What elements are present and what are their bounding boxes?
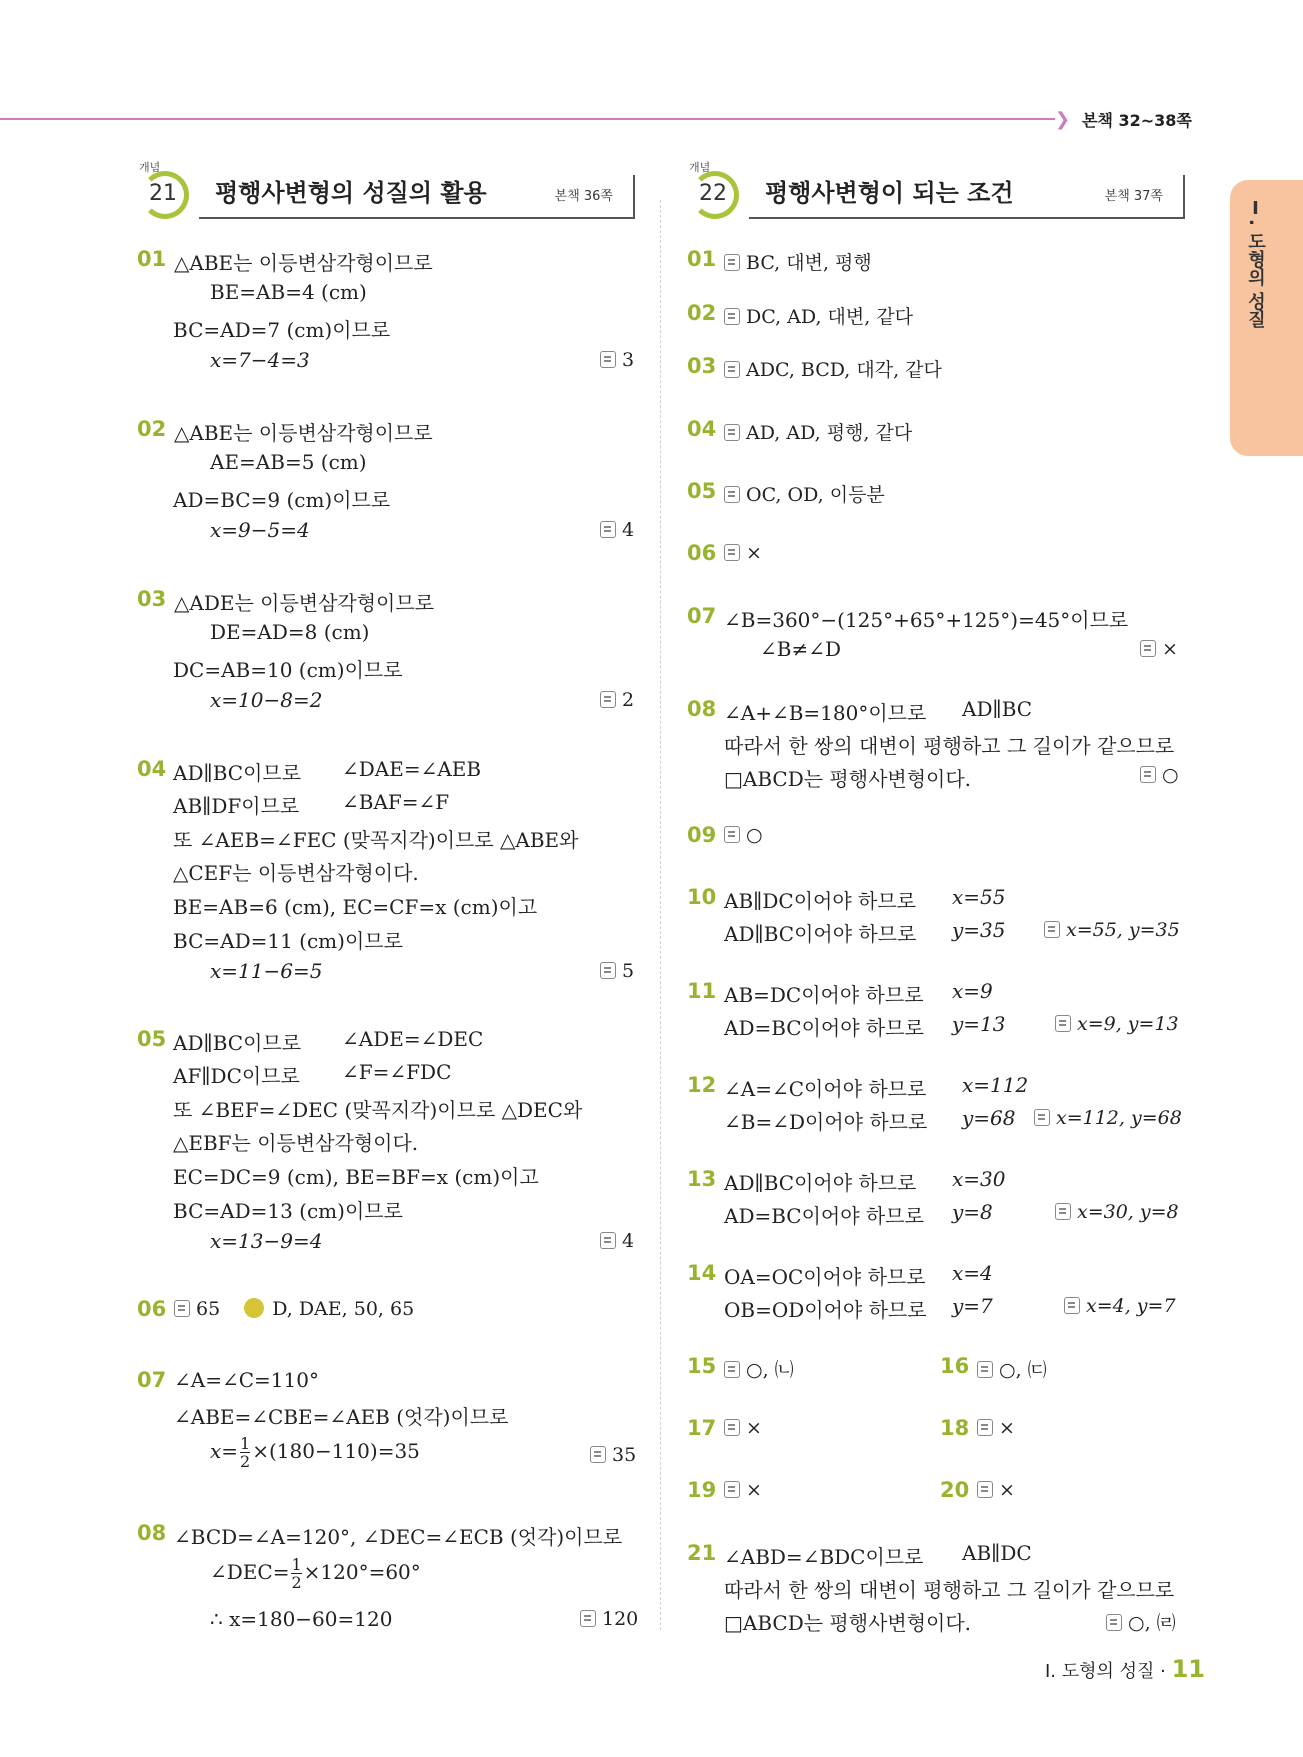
answer-icon — [1140, 766, 1156, 783]
question-number: 06 — [137, 1297, 167, 1321]
answer-value: ○ — [746, 824, 763, 846]
solution-line: □ABCD는 평행사변형이다. — [724, 1611, 972, 1635]
answer-value: ADC, BCD, 대각, 같다 — [746, 359, 942, 381]
answer-icon — [600, 962, 616, 979]
section-ref: 본책 36쪽 — [554, 189, 613, 204]
badge-tag: 개념 — [139, 161, 161, 174]
solution-line: BC=AD=7 (cm)이므로 — [173, 318, 391, 342]
answer — [1055, 1013, 1179, 1035]
answer — [1140, 764, 1179, 786]
section-header-22 — [685, 155, 1185, 219]
answer — [724, 1417, 762, 1439]
question-number: 03 — [137, 587, 167, 611]
solution-line: AD∥BC이어야 하므로 — [724, 1171, 917, 1195]
answer-icon — [977, 1419, 993, 1436]
question-number: 03 — [687, 354, 717, 378]
solution-line: ∠B≠∠D — [760, 637, 842, 661]
solution-line: y=8 — [952, 1200, 993, 1224]
answer-value: × — [746, 542, 762, 564]
answer — [1064, 1295, 1176, 1317]
answer-icon — [1140, 640, 1156, 657]
question-number: 18 — [940, 1416, 970, 1440]
solution-line: DC=AB=10 (cm)이므로 — [173, 658, 403, 682]
question-number: 09 — [687, 823, 717, 847]
answer-value: 4 — [622, 519, 635, 541]
answer-value: × — [746, 1479, 762, 1501]
answer-value: AD, AD, 평행, 같다 — [746, 422, 913, 444]
section-title: 평행사변형의 성질의 활용 — [215, 179, 487, 207]
answer-value: BC, 대변, 평행 — [746, 252, 872, 274]
answer — [977, 1355, 1047, 1382]
answer-icon — [724, 424, 740, 441]
section-title: 평행사변형이 되는 조건 — [765, 179, 1014, 207]
solution-line: ∴ x=180−60=120 — [210, 1607, 393, 1631]
solution-line: x=55 — [952, 885, 1006, 909]
solution-line: y=68 — [962, 1106, 1016, 1130]
solution-line: △ADE는 이등변삼각형이므로 — [174, 591, 435, 615]
badge-number: 21 — [149, 181, 177, 206]
question-number: 04 — [137, 757, 167, 781]
solution-line: y=13 — [952, 1012, 1006, 1036]
chevron-right-icon: ❯ — [1055, 109, 1071, 130]
question-number: 07 — [137, 1368, 167, 1392]
solution-line: x=11−6=5 — [210, 959, 323, 983]
solution-line: AD∥BC — [962, 697, 1033, 721]
solution-line: 또 ∠AEB=∠FEC (맞꼭지각)이므로 △ABE와 — [173, 828, 579, 852]
answer-icon — [724, 486, 740, 503]
solution-line: DE=AD=8 (cm) — [210, 620, 370, 644]
solution-line: ∠A+∠B=180°이므로 — [724, 701, 927, 725]
badge-tag: 개념 — [689, 161, 711, 174]
answer-value: x=9, y=13 — [1077, 1013, 1179, 1035]
expr-part: x= — [210, 1439, 239, 1463]
answer — [977, 1479, 1015, 1501]
answer — [580, 1608, 638, 1630]
answer — [600, 349, 634, 371]
solution-line: x=9 — [952, 979, 993, 1003]
page-footer — [1045, 1655, 1205, 1683]
answer — [600, 689, 634, 711]
answer — [724, 1355, 794, 1382]
answer-icon — [724, 544, 740, 561]
answer-value: DC, AD, 대변, 같다 — [746, 306, 914, 328]
answer-value: 65 — [196, 1298, 221, 1320]
answer — [1106, 1608, 1176, 1635]
solution-line: ∠ABE=∠CBE=∠AEB (엇각)이므로 — [174, 1405, 509, 1429]
solution-line: OA=OC이어야 하므로 — [724, 1265, 926, 1289]
header-underline — [199, 217, 635, 219]
numerator: 1 — [291, 1555, 302, 1574]
answer-value: × — [746, 1417, 762, 1439]
solution-line: △ABE는 이등변삼각형이므로 — [174, 421, 433, 445]
answer-icon — [174, 1300, 190, 1317]
answer-value: OC, OD, 이등분 — [746, 484, 885, 506]
solution-line: BE=AB=4 (cm) — [210, 280, 367, 304]
question-number: 02 — [687, 301, 717, 325]
solution-line: BC=AD=13 (cm)이므로 — [173, 1199, 403, 1223]
solution-line: ∠ABD=∠BDC이므로 — [724, 1545, 924, 1569]
question-number: 01 — [687, 247, 717, 271]
top-rule — [0, 118, 1055, 120]
solution-line: AE=AB=5 (cm) — [210, 450, 367, 474]
solution-line: ∠F=∠FDC — [342, 1060, 452, 1084]
solution-line: AF∥DC이므로 — [173, 1064, 300, 1088]
answer-icon — [580, 1610, 596, 1627]
answer — [600, 519, 634, 541]
answer — [724, 824, 763, 846]
solution-line: △EBF는 이등변삼각형이다. — [173, 1131, 419, 1155]
answer-icon — [600, 691, 616, 708]
solution-line: ∠A=∠C=110° — [174, 1368, 319, 1392]
chapter-side-tab-label: Ⅰ. 도형의 성질 — [1245, 198, 1266, 329]
concept-badge — [135, 159, 199, 219]
solution-line: 또 ∠BEF=∠DEC (맞꼭지각)이므로 △DEC와 — [173, 1098, 583, 1122]
question-number: 08 — [687, 697, 717, 721]
solution-line: AD∥BC이어야 하므로 — [724, 922, 917, 946]
pencil-hint-icon — [244, 1298, 264, 1318]
question-number: 08 — [137, 1521, 167, 1545]
solution-line: y=35 — [952, 918, 1006, 942]
answer-value: 3 — [622, 349, 635, 371]
answer-value: × — [999, 1479, 1015, 1501]
page-number: 11 — [1171, 1655, 1205, 1683]
header-underline — [749, 217, 1185, 219]
question-number: 05 — [687, 479, 717, 503]
answer — [977, 1417, 1015, 1439]
question-number: 17 — [687, 1416, 717, 1440]
expr-part: ×120°=60° — [303, 1560, 421, 1584]
solution-line: AD=BC이어야 하므로 — [724, 1204, 924, 1228]
answer-value: 120 — [602, 1608, 639, 1630]
section-ref: 본책 37쪽 — [1104, 189, 1163, 204]
question-number: 01 — [137, 247, 167, 271]
badge-number: 22 — [699, 181, 727, 206]
section-header-21 — [135, 155, 635, 219]
solution-line: AB=DC이어야 하므로 — [724, 983, 924, 1007]
answer — [590, 1444, 636, 1466]
answer-value: 5 — [622, 960, 635, 982]
concept-badge — [685, 159, 749, 219]
answer — [1034, 1107, 1182, 1129]
answer-value: × — [1162, 638, 1178, 660]
answer-icon — [1055, 1203, 1071, 1220]
solution-line: EC=DC=9 (cm), BE=BF=x (cm)이고 — [173, 1165, 539, 1189]
answer — [724, 355, 942, 382]
solution-line: x=30 — [952, 1167, 1006, 1191]
solution-line: ∠DAE=∠AEB — [342, 757, 482, 781]
answer-icon — [724, 1361, 740, 1378]
question-number: 14 — [687, 1261, 717, 1285]
solution-line: BE=AB=6 (cm), EC=CF=x (cm)이고 — [173, 895, 538, 919]
header-edge — [633, 175, 635, 219]
solution-line: OB=OD이어야 하므로 — [724, 1298, 927, 1322]
solution-line: x=7−4=3 — [210, 348, 310, 372]
solution-line: x=4 — [952, 1261, 993, 1285]
solution-line: y=7 — [952, 1294, 993, 1318]
solution-line: ∠B=∠D이어야 하므로 — [724, 1110, 928, 1134]
denominator: 2 — [291, 1573, 302, 1592]
question-number: 16 — [940, 1354, 970, 1378]
solution-line: AD∥BC이므로 — [173, 1031, 302, 1055]
answer-icon — [590, 1446, 606, 1463]
numerator: 1 — [240, 1434, 251, 1453]
question-number: 07 — [687, 604, 717, 628]
answer-icon — [977, 1361, 993, 1378]
answer-icon — [600, 351, 616, 368]
answer-icon — [977, 1481, 993, 1498]
answer-icon — [724, 361, 740, 378]
solution-line: BC=AD=11 (cm)이므로 — [173, 929, 403, 953]
solution-line: x=13−9=4 — [210, 1229, 323, 1253]
answer — [724, 1479, 762, 1501]
answer-value: 4 — [622, 1230, 635, 1252]
answer — [600, 1230, 634, 1252]
answer — [1055, 1201, 1179, 1223]
solution-line — [210, 1435, 420, 1470]
solution-line: ∠B=360°−(125°+65°+125°)=45°이므로 — [724, 608, 1129, 632]
solution-line: □ABCD는 평행사변형이다. — [724, 767, 972, 791]
header-edge — [1183, 175, 1185, 219]
solution-line: AB∥DF이므로 — [173, 794, 300, 818]
answer-value: ○, ㈁ — [746, 1359, 794, 1381]
question-number: 20 — [940, 1478, 970, 1502]
answer — [724, 480, 885, 507]
answer — [724, 542, 762, 564]
column-divider — [660, 200, 661, 1630]
fraction — [240, 1435, 250, 1470]
denominator: 2 — [240, 1452, 251, 1471]
answer-icon — [724, 308, 740, 325]
chapter-side-tab[interactable] — [1230, 180, 1303, 456]
solution-line: △CEF는 이등변삼각형이다. — [173, 861, 419, 885]
answer — [724, 302, 913, 329]
answer-value: × — [999, 1417, 1015, 1439]
answer-icon — [1064, 1297, 1080, 1314]
answer-icon — [1044, 921, 1060, 938]
solution-line: △ABE는 이등변삼각형이므로 — [174, 251, 433, 275]
fraction — [291, 1556, 301, 1591]
answer-icon — [1034, 1109, 1050, 1126]
answer-value: x=30, y=8 — [1077, 1201, 1179, 1223]
answer — [174, 1298, 414, 1320]
answer-value: ○, ㈃ — [1128, 1612, 1176, 1634]
answer-icon — [724, 1419, 740, 1436]
answer-value: 2 — [622, 689, 635, 711]
question-number: 05 — [137, 1027, 167, 1051]
solution-line: ∠ADE=∠DEC — [342, 1027, 484, 1051]
answer — [724, 418, 912, 445]
question-number: 12 — [687, 1073, 717, 1097]
question-number: 19 — [687, 1478, 717, 1502]
expr-part: ×(180−110)=35 — [252, 1439, 420, 1463]
question-number: 02 — [137, 417, 167, 441]
question-number: 15 — [687, 1354, 717, 1378]
solution-line: AD∥BC이므로 — [173, 761, 302, 785]
answer-value: x=4, y=7 — [1086, 1295, 1176, 1317]
question-number: 06 — [687, 541, 717, 565]
answer-value: x=55, y=35 — [1066, 919, 1180, 941]
answer — [600, 960, 634, 982]
question-number: 21 — [687, 1541, 717, 1565]
answer-icon — [1055, 1015, 1071, 1032]
answer-value: ○ — [1162, 764, 1179, 786]
answer — [724, 248, 872, 275]
solution-line: ∠A=∠C이어야 하므로 — [724, 1077, 927, 1101]
question-number: 11 — [687, 979, 717, 1003]
solution-line: AB∥DC — [962, 1541, 1032, 1565]
solution-line: AB∥DC이어야 하므로 — [724, 889, 916, 913]
solution-line — [210, 1556, 421, 1591]
solution-line: 따라서 한 쌍의 대변이 평행하고 그 길이가 같으므로 — [724, 734, 1175, 758]
question-number: 10 — [687, 885, 717, 909]
answer-icon — [724, 826, 740, 843]
answer-value: ○, ㈂ — [999, 1359, 1047, 1381]
answer-value: 35 — [612, 1444, 637, 1466]
solution-line: AD=BC=9 (cm)이므로 — [173, 488, 391, 512]
footer-chapter: Ⅰ. 도형의 성질 · — [1045, 1661, 1166, 1682]
answer — [1140, 638, 1178, 660]
answer-icon — [724, 1481, 740, 1498]
solution-line: x=112 — [962, 1073, 1029, 1097]
solution-line: ∠BAF=∠F — [342, 790, 450, 814]
question-number: 04 — [687, 417, 717, 441]
answer-icon — [724, 254, 740, 271]
solution-line: x=9−5=4 — [210, 518, 310, 542]
answer — [1044, 919, 1180, 941]
answer-icon — [1106, 1614, 1122, 1631]
solution-line: ∠BCD=∠A=120°, ∠DEC=∠ECB (엇각)이므로 — [174, 1525, 623, 1549]
question-number: 13 — [687, 1167, 717, 1191]
solution-line: x=10−8=2 — [210, 688, 323, 712]
answer-value: x=112, y=68 — [1056, 1107, 1182, 1129]
answer-icon — [600, 521, 616, 538]
answer-icon — [600, 1232, 616, 1249]
solution-line: 따라서 한 쌍의 대변이 평행하고 그 길이가 같으므로 — [724, 1578, 1175, 1602]
top-page-ref: 본책 32~38쪽 — [1082, 111, 1192, 130]
hint-text: D, DAE, 50, 65 — [272, 1298, 415, 1320]
expr-part: ∠DEC= — [210, 1560, 290, 1584]
solution-line: AD=BC이어야 하므로 — [724, 1016, 924, 1040]
